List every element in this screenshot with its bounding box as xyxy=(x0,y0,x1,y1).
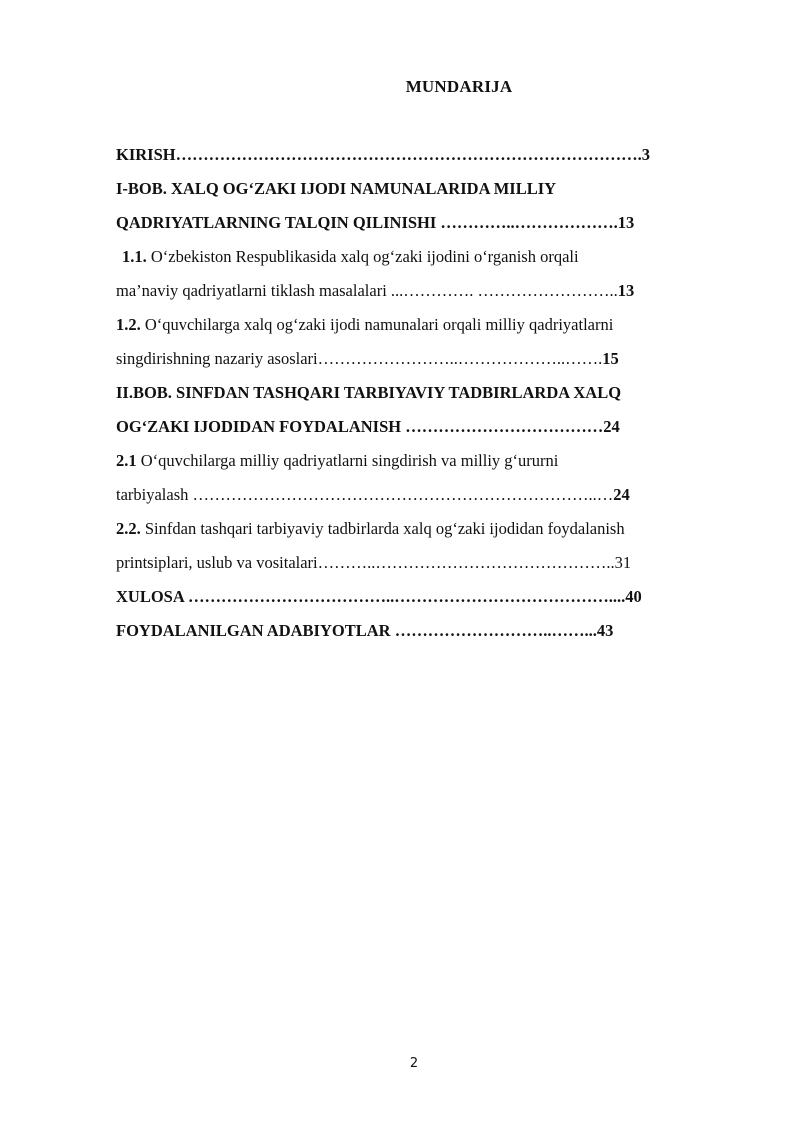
toc-line xyxy=(116,308,716,342)
toc-line-text: O‘quvchilarga xalq og‘zaki ijodi namunalari orqali milliy qadriyatlarni xyxy=(140,315,614,334)
toc-line-text: OG‘ZAKI IJODIDAN FOYDALANISH ………………………………24 xyxy=(116,417,620,436)
toc-line xyxy=(116,580,716,614)
toc-line xyxy=(116,444,716,478)
toc-line-text: singdirishning nazariy asoslari……………………..………………..……. xyxy=(116,349,603,368)
toc-line-text: Sinfdan tashqari tarbiyaviy tadbirlarda xalq og‘zaki ijodidan foydalanish xyxy=(140,519,625,538)
toc-line-text: XULOSA ………………………………..…………………………………....40 xyxy=(116,587,642,606)
toc-entry xyxy=(116,512,716,580)
toc-entry xyxy=(116,138,716,172)
toc-line-text: QADRIYATLARNING TALQIN QILINISHI …………..……………….13 xyxy=(116,213,635,232)
toc-page-ref: 15 xyxy=(602,349,619,368)
toc-entry xyxy=(116,240,716,308)
toc-page-ref: 13 xyxy=(617,281,635,300)
toc-line xyxy=(116,546,716,580)
toc-line xyxy=(116,138,716,172)
toc-line xyxy=(116,342,716,376)
toc-line xyxy=(116,376,716,410)
page-title: MUNDARIJA xyxy=(405,77,513,96)
toc-line-text: ma’naviy qadriyatlarni tiklash masalalari ...…………. …………………….. xyxy=(116,281,618,300)
toc-entry xyxy=(116,444,716,512)
section-number: 1.2. xyxy=(116,315,141,334)
toc-line-text: FOYDALANILGAN ADABIYOTLAR ………………………..……...43 xyxy=(116,621,614,640)
toc-line-text: KIRISH………………………………………………………………………….3 xyxy=(116,145,650,164)
toc-page-ref: 24 xyxy=(613,485,630,504)
section-number: 1.1. xyxy=(122,247,147,266)
section-number: 2.2. xyxy=(116,519,141,538)
toc-line xyxy=(116,274,716,308)
toc-line-text: O‘zbekiston Respublikasida xalq og‘zaki ijodini o‘rganish orqali xyxy=(146,247,579,266)
toc-line-text: printsiplari, uslub va vositalari………..……………………………………..31 xyxy=(116,553,632,572)
toc-line-text: II.BOB. SINFDAN TASHQARI TARBIYAVIY TADBIRLARDA XALQ xyxy=(116,383,622,402)
toc-entry xyxy=(116,614,716,648)
toc-line-text: tarbiyalash ………………………………………………………………..… xyxy=(116,485,614,504)
toc-line xyxy=(116,410,716,444)
toc-entry xyxy=(116,580,716,614)
toc-entry xyxy=(116,172,716,240)
toc-line-text: I-BOB. XALQ OG‘ZAKI IJODI NAMUNALARIDA MILLIY xyxy=(116,179,557,198)
page-number: 2 xyxy=(409,1056,419,1071)
section-number: 2.1 xyxy=(116,451,137,470)
toc-entry xyxy=(116,376,716,444)
table-of-contents xyxy=(116,138,716,648)
toc-line xyxy=(116,512,716,546)
toc-line xyxy=(116,478,716,512)
toc-entry xyxy=(116,308,716,376)
toc-line xyxy=(116,206,716,240)
toc-line-text: O‘quvchilarga milliy qadriyatlarni singdirish va milliy g‘ururni xyxy=(136,451,559,470)
toc-line xyxy=(116,240,716,274)
toc-line xyxy=(116,172,716,206)
toc-line xyxy=(116,614,716,648)
